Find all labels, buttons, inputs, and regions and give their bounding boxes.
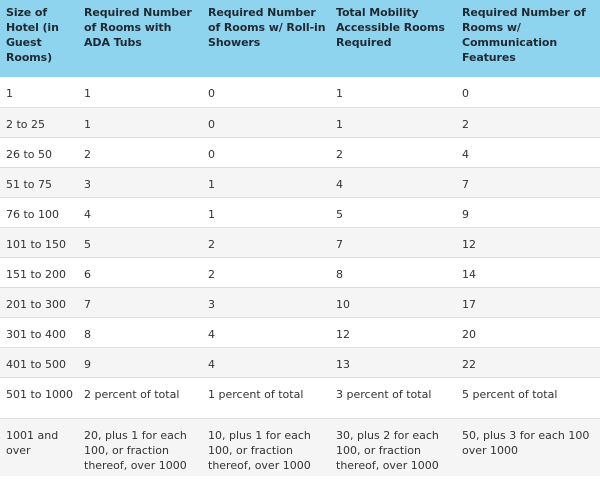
table-row	[0, 418, 600, 476]
cell-hotel-size: 101 to 150	[0, 227, 78, 257]
cell-total-mobility: 4	[330, 167, 456, 197]
cell-communication: 12	[456, 227, 600, 257]
cell-communication: 20	[456, 317, 600, 347]
cell-communication: 5 percent of total	[456, 377, 600, 418]
table-row	[0, 317, 600, 347]
header-row	[0, 0, 600, 77]
cell-hotel-size: 1	[0, 77, 78, 107]
cell-hotel-size: 501 to 1000	[0, 377, 78, 418]
cell-ada-tubs: 3	[78, 167, 202, 197]
cell-communication: 14	[456, 257, 600, 287]
table-row	[0, 197, 600, 227]
table-row	[0, 107, 600, 137]
cell-communication: 9	[456, 197, 600, 227]
table-row	[0, 227, 600, 257]
cell-ada-tubs: 2	[78, 137, 202, 167]
cell-total-mobility: 3 percent of total	[330, 377, 456, 418]
cell-roll-in-showers: 2	[202, 257, 330, 287]
cell-hotel-size: 76 to 100	[0, 197, 78, 227]
table-row	[0, 77, 600, 107]
cell-total-mobility: 30, plus 2 for each 100, or fraction thereof, over 1000	[336, 428, 439, 472]
cell-communication: 2	[456, 107, 600, 137]
cell-ada-tubs: 2 percent of total	[78, 377, 202, 418]
table-row	[0, 257, 600, 287]
cell-ada-tubs: 5	[78, 227, 202, 257]
cell-ada-tubs: 9	[78, 347, 202, 377]
cell-ada-tubs: 1	[78, 107, 202, 137]
cell-ada-tubs: 20, plus 1 for each 100, or fraction thereof, over 1000	[84, 428, 187, 472]
cell-communication: 17	[456, 287, 600, 317]
cell-communication: 0	[456, 77, 600, 107]
cell-communication: 7	[456, 167, 600, 197]
cell-hotel-size: 401 to 500	[0, 347, 78, 377]
cell-hotel-size: 51 to 75	[0, 167, 78, 197]
cell-ada-tubs: 4	[78, 197, 202, 227]
cell-roll-in-showers: 0	[202, 107, 330, 137]
header-roll-in-showers: Required Number of Rooms w/ Roll-in Showers	[208, 6, 326, 49]
cell-total-mobility: 10	[330, 287, 456, 317]
cell-roll-in-showers: 10, plus 1 for each 100, or fraction thereof, over 1000	[208, 428, 311, 472]
cell-hotel-size: 151 to 200	[0, 257, 78, 287]
header-total-mobility: Total Mobility Accessible Rooms Required	[336, 6, 445, 49]
cell-roll-in-showers: 1	[202, 167, 330, 197]
cell-total-mobility: 13	[330, 347, 456, 377]
cell-roll-in-showers: 1	[202, 197, 330, 227]
table-row	[0, 347, 600, 377]
header-ada-tubs: Required Number of Rooms with ADA Tubs	[84, 6, 192, 49]
table-body	[0, 77, 600, 476]
cell-roll-in-showers: 2	[202, 227, 330, 257]
cell-total-mobility: 1	[330, 107, 456, 137]
cell-total-mobility: 2	[330, 137, 456, 167]
cell-total-mobility: 1	[330, 77, 456, 107]
cell-hotel-size: 1001 and over	[6, 428, 59, 457]
cell-hotel-size: 2 to 25	[0, 107, 78, 137]
cell-total-mobility: 5	[330, 197, 456, 227]
table-row	[0, 377, 600, 418]
cell-roll-in-showers: 4	[202, 347, 330, 377]
cell-total-mobility: 8	[330, 257, 456, 287]
cell-communication: 4	[456, 137, 600, 167]
cell-total-mobility: 7	[330, 227, 456, 257]
cell-roll-in-showers: 4	[202, 317, 330, 347]
cell-ada-tubs: 6	[78, 257, 202, 287]
cell-communication: 22	[456, 347, 600, 377]
cell-total-mobility: 12	[330, 317, 456, 347]
cell-communication: 50, plus 3 for each 100 over 1000	[462, 428, 590, 457]
cell-roll-in-showers: 1 percent of total	[202, 377, 330, 418]
table-row	[0, 287, 600, 317]
cell-roll-in-showers: 0	[202, 77, 330, 107]
cell-hotel-size: 26 to 50	[0, 137, 78, 167]
cell-ada-tubs: 7	[78, 287, 202, 317]
table-row	[0, 167, 600, 197]
cell-ada-tubs: 8	[78, 317, 202, 347]
cell-hotel-size: 301 to 400	[0, 317, 78, 347]
cell-ada-tubs: 1	[78, 77, 202, 107]
table-header	[0, 0, 600, 77]
header-communication-features: Required Number of Rooms w/ Communication Features	[462, 6, 586, 64]
header-hotel-size: Size of Hotel (in Guest Rooms)	[6, 6, 59, 64]
cell-roll-in-showers: 3	[202, 287, 330, 317]
table-row	[0, 137, 600, 167]
cell-hotel-size: 201 to 300	[0, 287, 78, 317]
cell-roll-in-showers: 0	[202, 137, 330, 167]
